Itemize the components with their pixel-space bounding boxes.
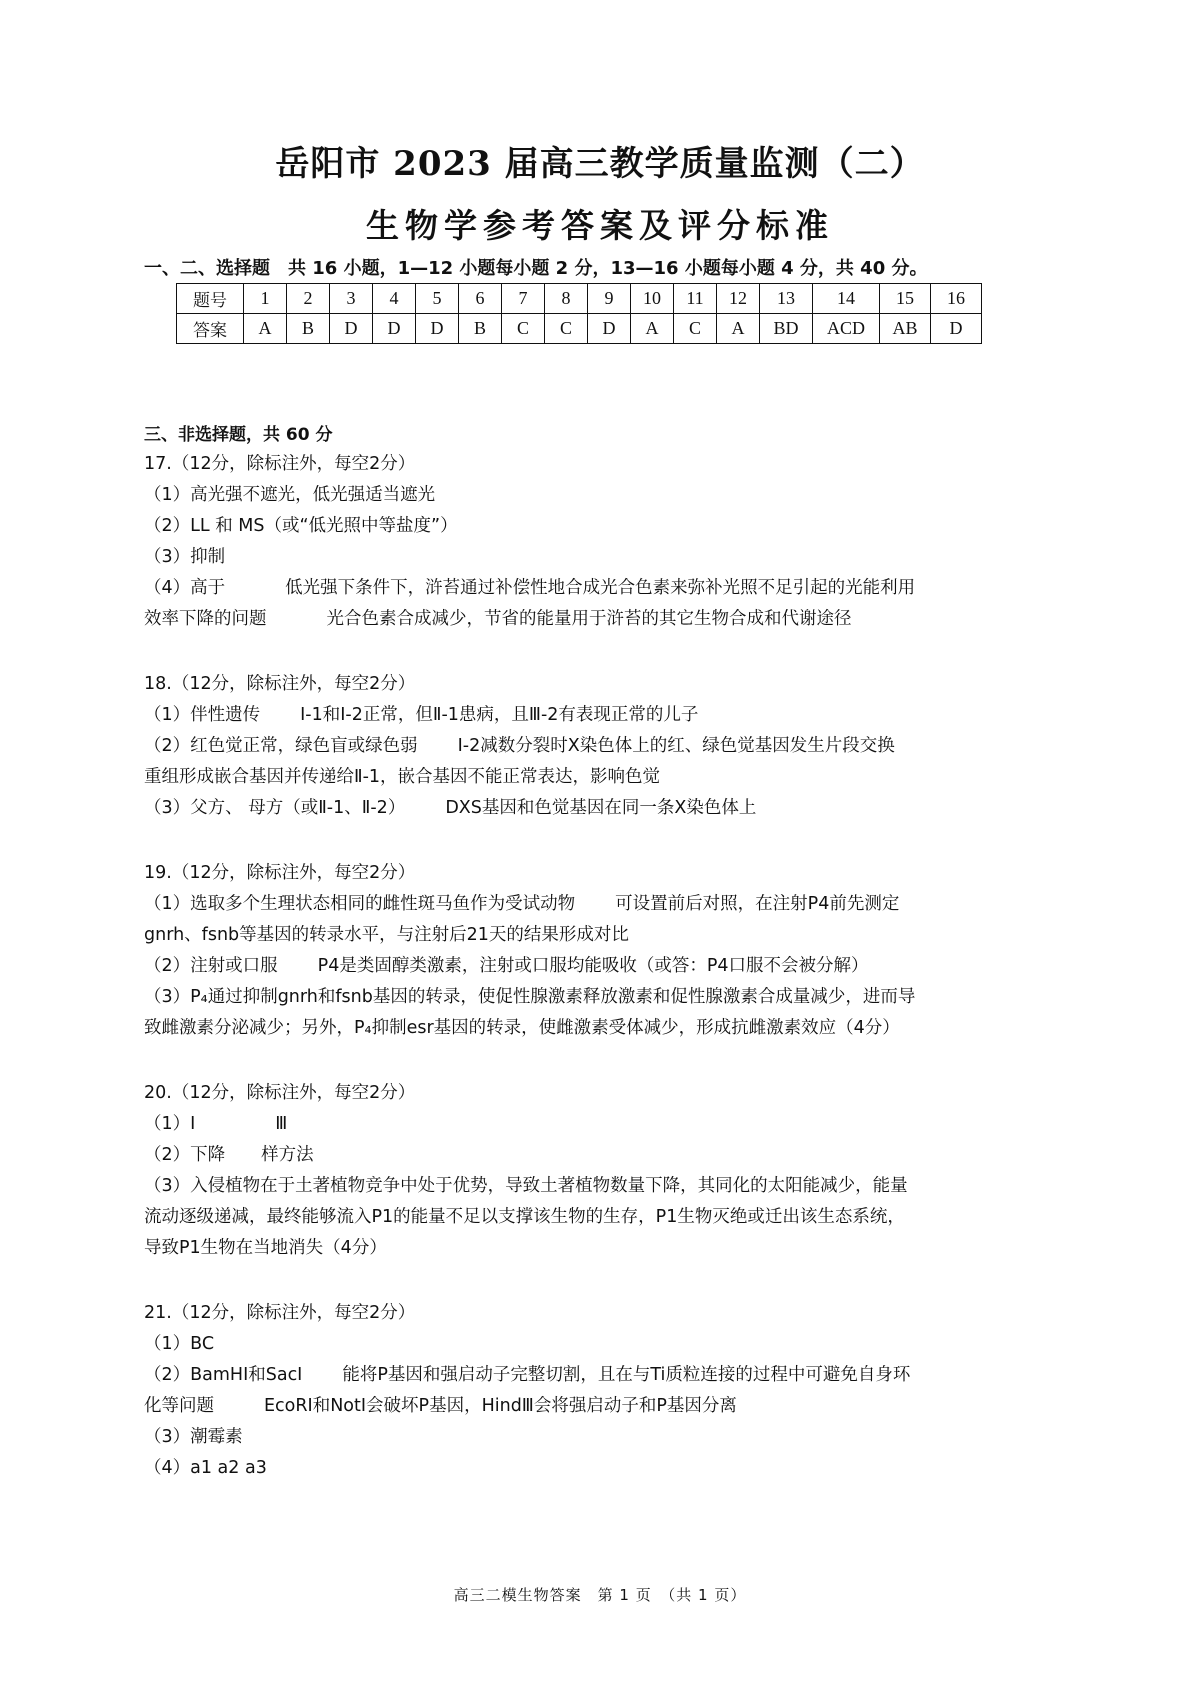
question-number: 10 (631, 284, 674, 314)
answer-cell: D (373, 314, 416, 344)
answer-table (176, 283, 982, 344)
q21-answer-2a: （2）BamHI和SacI (144, 1365, 303, 1385)
q20-heading: 20.（12分，除标注外，每空2分） (144, 1083, 416, 1103)
q21-heading: 21.（12分，除标注外，每空2分） (144, 1303, 416, 1323)
q21-answer-2c: 化等问题 (144, 1396, 214, 1416)
question-number-row (177, 284, 982, 314)
page-footer: 高三二模生物答案 第 1 页 （共 1 页） (453, 1586, 747, 1604)
q19-answer-1-cont: gnrh、fsnb等基因的转录水平，与注射后21天的结果形成对比 (144, 925, 629, 945)
answer-cell: D (416, 314, 459, 344)
q21-answer-4: （4）a1 a2 a3 (144, 1458, 267, 1478)
q19-answer-2b: P4是类固醇类激素，注射或口服均能吸收（或答：P4口服不会被分解） (317, 956, 869, 976)
q18-answer-3 (144, 794, 756, 819)
q17-answer-4a: （4）高于 (144, 578, 226, 598)
q18-answer-1 (144, 701, 698, 726)
question-number: 14 (813, 284, 880, 314)
answer-row (177, 314, 982, 344)
q20-answer-3-cont2: 导致P1生物在当地消失（4分） (144, 1238, 387, 1258)
q19-answer-2 (144, 952, 869, 977)
q20-answer-1a: （1）Ⅰ (144, 1114, 196, 1134)
question-number: 5 (416, 284, 459, 314)
row-label-answer: 答案 (177, 314, 244, 344)
q17-answer-3: （3）抑制 (144, 547, 226, 567)
section-nonchoice-heading: 三、非选择题，共 60 分 (144, 425, 333, 445)
q21-answer-2 (144, 1361, 910, 1386)
q21-answer-2d: EcoRI和NotI会破坏P基因，HindⅢ会将强启动子和P基因分离 (264, 1396, 737, 1416)
q17-answer-1: （1）高光强不遮光，低光强适当遮光 (144, 485, 436, 505)
answer-cell: ACD (813, 314, 880, 344)
q18-answer-2b: Ⅰ-2减数分裂时X染色体上的红、绿色觉基因发生片段交换 (457, 736, 895, 756)
question-number: 8 (545, 284, 588, 314)
answer-cell: B (287, 314, 330, 344)
q19-answer-3: （3）P₄通过抑制gnrh和fsnb基因的转录，使促性腺激素释放激素和促性腺激素合成量减少，进而导 (144, 987, 916, 1007)
q18-answer-2 (144, 732, 895, 757)
q21-answer-2b: 能将P基因和强启动子完整切割，且在与Ti质粒连接的过程中可避免自身环 (342, 1365, 911, 1385)
q19-answer-1b: 可设置前后对照，在注射P4前先测定 (615, 894, 900, 914)
q17-answer-4c: 效率下降的问题 (144, 609, 267, 629)
question-number: 4 (373, 284, 416, 314)
question-number: 2 (287, 284, 330, 314)
answer-cell: D (931, 314, 982, 344)
question-number: 7 (502, 284, 545, 314)
answer-cell: D (330, 314, 373, 344)
q21-answer-3: （3）潮霉素 (144, 1427, 243, 1447)
q20-answer-3: （3）入侵植物在于土著植物竞争中处于优势，导致土著植物数量下降，其同化的太阳能减少，能量 (144, 1176, 908, 1196)
answer-cell: C (545, 314, 588, 344)
question-number: 9 (588, 284, 631, 314)
row-label-question: 题号 (177, 284, 244, 314)
q18-answer-3b: DXS基因和色觉基因在同一条X染色体上 (445, 798, 757, 818)
q17-answer-4d: 光合色素合成减少，节省的能量用于浒苔的其它生物合成和代谢途径 (326, 609, 852, 629)
q19-heading: 19.（12分，除标注外，每空2分） (144, 863, 416, 883)
q20-answer-1b: Ⅲ (275, 1114, 288, 1134)
answer-cell: AB (880, 314, 931, 344)
question-number: 16 (931, 284, 982, 314)
question-number: 15 (880, 284, 931, 314)
question-number: 11 (674, 284, 717, 314)
q20-answer-3-cont1: 流动逐级递减，最终能够流入P1的能量不足以支撑该生物的生存，P1生物灭绝或迁出该生态系统， (144, 1207, 905, 1227)
answer-cell: A (717, 314, 760, 344)
q17-heading: 17.（12分，除标注外，每空2分） (144, 454, 416, 474)
q20-answer-2 (144, 1141, 314, 1166)
q18-heading: 18.（12分，除标注外，每空2分） (144, 674, 416, 694)
answer-cell: D (588, 314, 631, 344)
answer-cell: A (244, 314, 287, 344)
q20-answer-2b: 样方法 (261, 1145, 314, 1165)
section-choice-heading: 一、二、选择题 共 16 小题，1—12 小题每小题 2 分，13—16 小题每小题 4 分，共 40 分。 (144, 258, 928, 279)
question-number: 13 (760, 284, 813, 314)
q19-answer-1a: （1）选取多个生理状态相同的雌性斑马鱼作为受试动物 (144, 894, 576, 914)
q18-answer-1b: Ⅰ-1和Ⅰ-2正常，但Ⅱ-1患病，且Ⅲ-2有表现正常的儿子 (300, 705, 699, 725)
page-subtitle: 生物学参考答案及评分标准 (366, 206, 834, 245)
q19-answer-3-cont: 致雌激素分泌减少；另外，P₄抑制esr基因的转录，使雌激素受体减少，形成抗雌激素效应（4分） (144, 1018, 900, 1038)
page-title: 岳阳市 2023 届高三教学质量监测（二） (275, 144, 925, 184)
question-number: 3 (330, 284, 373, 314)
q19-answer-1 (144, 890, 899, 915)
question-number: 12 (717, 284, 760, 314)
q17-answer-4 (144, 574, 915, 599)
answer-cell: C (502, 314, 545, 344)
q17-answer-2: （2）LL 和 MS（或“低光照中等盐度”） (144, 516, 458, 536)
answer-cell: C (674, 314, 717, 344)
q18-answer-3a: （3）父方、 母方（或Ⅱ-1、Ⅱ-2） (144, 798, 406, 818)
q21-answer-1: （1）BC (144, 1334, 215, 1354)
answer-cell: A (631, 314, 674, 344)
q18-answer-1a: （1）伴性遗传 (144, 705, 261, 725)
q19-answer-2a: （2）注射或口服 (144, 956, 278, 976)
q17-answer-4-cont (144, 605, 852, 630)
q21-answer-2-cont (144, 1392, 737, 1417)
question-number: 6 (459, 284, 502, 314)
answer-cell: B (459, 314, 502, 344)
q20-answer-2a: （2）下降 (144, 1145, 226, 1165)
answer-cell: BD (760, 314, 813, 344)
q17-answer-4b: 低光强下条件下，浒苔通过补偿性地合成光合色素来弥补光照不足引起的光能利用 (285, 578, 916, 598)
q18-answer-2a: （2）红色觉正常，绿色盲或绿色弱 (144, 736, 418, 756)
q20-answer-1 (144, 1110, 287, 1135)
question-number: 1 (244, 284, 287, 314)
q18-answer-2-cont: 重组形成嵌合基因并传递给Ⅱ-1，嵌合基因不能正常表达，影响色觉 (144, 767, 661, 787)
